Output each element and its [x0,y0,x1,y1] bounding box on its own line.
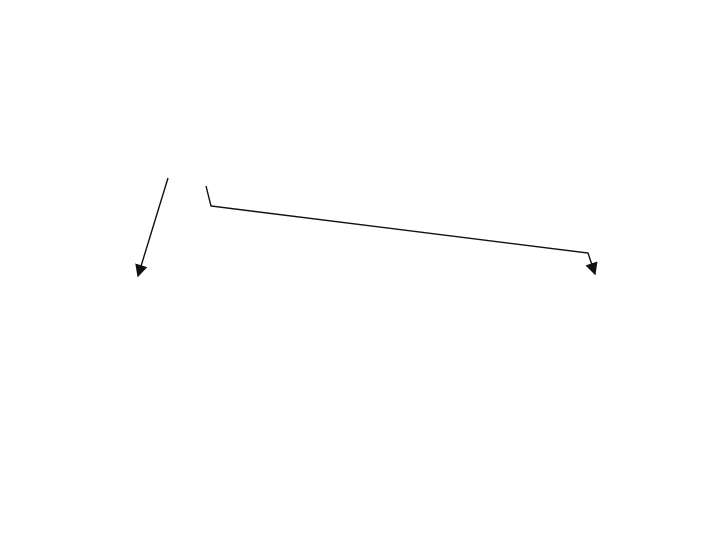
slide-canvas [46,76,683,498]
arrow-to-horizon [206,186,595,274]
arrows-layer [46,76,683,498]
arrow-to-schedule [138,178,168,276]
